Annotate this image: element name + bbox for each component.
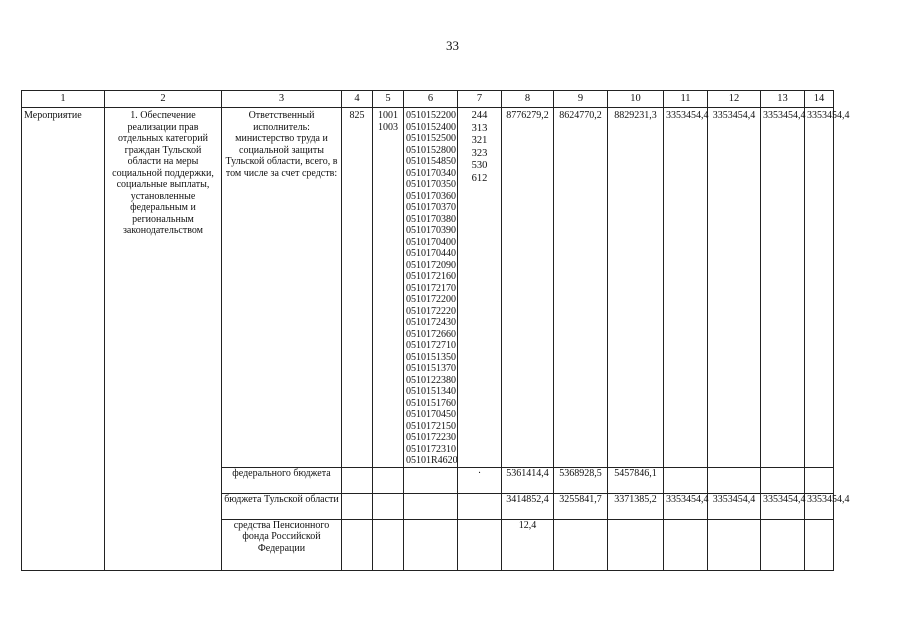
value-cell: [708, 467, 761, 493]
empty-cell: [458, 493, 502, 519]
value-cell: [805, 467, 834, 493]
source-label-cell: бюджета Тульской области: [222, 493, 342, 519]
value-cell: [761, 519, 805, 570]
header-cell: 13: [761, 91, 805, 108]
value-cell: [608, 519, 664, 570]
value-cell: 3353454,4: [761, 108, 805, 468]
rzpr-cell: [373, 108, 404, 468]
csr-code: 0510151350: [406, 351, 456, 363]
csr-code: 0510154850: [406, 156, 456, 167]
empty-cell: [404, 467, 458, 493]
csr-code: 0510170390: [406, 225, 456, 236]
value-cell: 8829231,3: [608, 108, 664, 468]
header-cell: 1: [22, 91, 105, 108]
empty-cell: [373, 493, 404, 519]
header-cell: 12: [708, 91, 761, 108]
value-cell: 3353454,4: [761, 493, 805, 519]
empty-cell: [404, 519, 458, 570]
value-cell: 3255841,7: [554, 493, 608, 519]
value-cell: 5361414,4: [502, 467, 554, 493]
vr-code: 313: [471, 122, 488, 134]
csr-code: 05101R4620: [406, 455, 458, 466]
header-cell: 7: [458, 91, 502, 108]
row-type-cell: Мероприятие: [22, 108, 105, 571]
header-cell: 2: [105, 91, 222, 108]
rzpr-code: 1003: [378, 121, 398, 133]
vr-code: 323: [471, 147, 488, 159]
csr-code: 0510172200: [406, 294, 456, 305]
header-cell: 4: [342, 91, 373, 108]
value-cell: [664, 519, 708, 570]
header-cell: 6: [404, 91, 458, 108]
csr-code: 0510172150: [406, 420, 456, 432]
csr-code: 0510170370: [406, 202, 456, 213]
header-cell: 3: [222, 91, 342, 108]
header-cell: 14: [805, 91, 834, 108]
empty-cell: [404, 493, 458, 519]
vr-code: 530: [471, 160, 488, 171]
csr-code: 0510152500: [406, 133, 456, 144]
value-cell: 3353454,4: [805, 493, 834, 519]
value-cell: [805, 519, 834, 570]
value-cell: 5457846,1: [608, 467, 664, 493]
header-cell: 5: [373, 91, 404, 108]
source-label-cell: федерального бюджета: [222, 467, 342, 493]
csr-code: 0510172220: [406, 305, 456, 317]
value-cell: 3353454,4: [805, 108, 834, 468]
csr-code: 0510172430: [406, 317, 456, 328]
value-cell: 3353454,4: [664, 493, 708, 519]
value-cell: 8624770,2: [554, 108, 608, 468]
header-cell: 10: [608, 91, 664, 108]
csr-code: 0510170400: [406, 236, 456, 248]
csr-code: 0510172710: [406, 340, 456, 351]
csr-code: 0510172090: [406, 259, 456, 271]
empty-cell: [373, 467, 404, 493]
header-cell: 11: [664, 91, 708, 108]
value-cell: 3353454,4: [664, 108, 708, 468]
csr-code: 0510151760: [406, 397, 456, 409]
value-cell: [554, 519, 608, 570]
vr-code: 321: [471, 135, 488, 146]
csr-code: 0510170360: [406, 190, 456, 202]
value-cell: [761, 467, 805, 493]
csr-code: 0510172310: [406, 443, 456, 455]
value-cell: 3371385,2: [608, 493, 664, 519]
csr-code: 0510152400: [406, 121, 456, 133]
csr-cell: [404, 108, 458, 468]
source-label-cell: средства Пенсионного фонда Российской Федерации: [222, 519, 342, 570]
vr-code: 244: [471, 110, 488, 121]
header-cell: 8: [502, 91, 554, 108]
csr-code: 0510172660: [406, 328, 456, 340]
page-number: 33: [446, 38, 459, 53]
csr-code: 0510170440: [406, 248, 456, 259]
csr-code: 0510151340: [406, 386, 456, 397]
csr-code: 0510170350: [406, 179, 456, 190]
empty-cell: [458, 519, 502, 570]
empty-cell: [342, 467, 373, 493]
csr-code: 0510172230: [406, 432, 456, 443]
csr-code: 0510170340: [406, 167, 456, 179]
vr-cell: [458, 108, 502, 468]
empty-cell: [342, 519, 373, 570]
mark-cell: ·: [458, 467, 502, 493]
header-row: [22, 91, 834, 108]
csr-code: 0510170380: [406, 213, 456, 225]
csr-code: 0510170450: [406, 409, 456, 420]
csr-code: 0510151370: [406, 363, 456, 374]
value-cell: 8776279,2: [502, 108, 554, 468]
csr-code: 0510172170: [406, 282, 456, 294]
value-cell: [664, 467, 708, 493]
empty-cell: [342, 493, 373, 519]
rzpr-code: 1001: [378, 110, 398, 121]
header-cell: 9: [554, 91, 608, 108]
empty-cell: [373, 519, 404, 570]
value-cell: 12,4: [502, 519, 554, 570]
grbs-cell: 825: [342, 108, 373, 468]
csr-code: 0510172160: [406, 271, 456, 282]
value-cell: 5368928,5: [554, 467, 608, 493]
value-cell: 3353454,4: [708, 493, 761, 519]
value-cell: [708, 519, 761, 570]
value-cell: 3353454,4: [708, 108, 761, 468]
vr-code: 612: [471, 172, 488, 184]
csr-code: 0510122380: [406, 374, 456, 386]
csr-code: 0510152200: [406, 110, 456, 121]
responsible-cell: Ответственный исполнитель: министерство труда и социальной защиты Тульской области, всего, в том числе за счет средств:: [222, 108, 342, 468]
value-cell: 3414852,4: [502, 493, 554, 519]
table-row-main: [22, 108, 834, 468]
measure-name-cell: 1. Обеспечение реализации прав отдельных категорий граждан Тульской области на меры социальной поддержки, социальные выплаты, установленные федеральным и региональным законодательством: [105, 108, 222, 571]
budget-table: [21, 90, 850, 571]
csr-code: 0510152800: [406, 144, 456, 156]
